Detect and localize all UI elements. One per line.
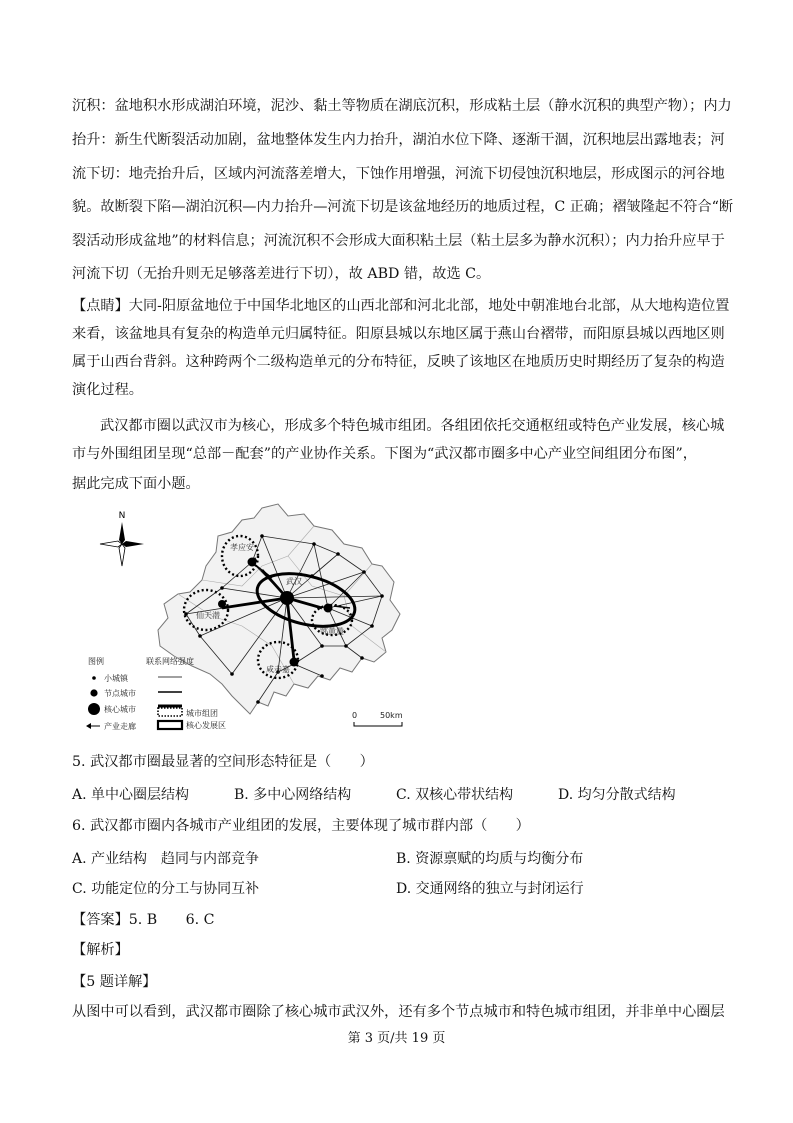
analysis-line: 沉积：盆地积水形成湖泊环境，泥沙、黏土等物质在湖底沉积，形成粘土层（静水沉积的典型产物）；内力 bbox=[72, 98, 732, 114]
q5-detail-text: 从图中可以看到，武汉都市圈除了核心城市武汉外，还有多个节点城市和特色城市组团，并非单中心圈层 bbox=[72, 1004, 725, 1020]
svg-text:50km: 50km bbox=[380, 711, 403, 720]
intro-line: 据此完成下面小题。 bbox=[72, 476, 200, 492]
analysis-line: 貌。故断裂下陷—湖泊沉积—内力抬升—河流下切是该盆地经历的地质过程，C 正确；褶皱隆起不符合“断 bbox=[72, 199, 734, 215]
answer-line bbox=[72, 910, 722, 930]
q6-option-b[interactable]: B. 资源禀赋的均质与均衡分布 bbox=[396, 851, 584, 867]
city-label: 孝应安 bbox=[230, 543, 254, 552]
analysis-line: 河流下切（无抬升则无足够落差进行下切），故 ABD 错，故选 C。 bbox=[72, 266, 491, 282]
page-footer: 第 3 页/共 19 页 bbox=[347, 1031, 446, 1046]
q5-option-c[interactable]: C. 双核心带状结构 bbox=[396, 787, 514, 803]
q5-option-d[interactable]: D. 均匀分散式结构 bbox=[558, 787, 676, 803]
svg-text:联系网络强度: 联系网络强度 bbox=[146, 657, 194, 666]
dianjing-line: 演化过程。 bbox=[72, 382, 143, 398]
north-arrow-icon bbox=[100, 511, 144, 566]
svg-text:核心发展区: 核心发展区 bbox=[186, 721, 226, 730]
jiexi-label: 【解析】 bbox=[72, 942, 129, 958]
analysis-line: 流下切：地壳抬升后，区域内河流落差增大，下蚀作用增强，河流下切侵蚀沉积地层，形成图示的河谷地 bbox=[72, 166, 725, 182]
q6-option-c[interactable]: C. 功能定位的分工与协同互补 bbox=[72, 881, 260, 897]
scale-bar bbox=[352, 711, 403, 726]
svg-text:节点城市: 节点城市 bbox=[104, 689, 136, 698]
svg-text:核心城市: 核心城市 bbox=[104, 705, 136, 714]
q5-stem: 5. 武汉都市圈最显著的空间形态特征是（ ） bbox=[72, 754, 374, 770]
analysis-line: 抬升：新生代断裂活动加剧，盆地整体发生内力抬升，湖泊水位下降、逐渐干涸，沉积地层出露地表；河 bbox=[72, 132, 725, 148]
svg-text:城市组团: 城市组团 bbox=[186, 709, 218, 718]
city-label: 武汉 bbox=[286, 577, 302, 586]
city-label: 鄂黄黄 bbox=[320, 627, 344, 636]
answer-text: 5. B 6. C bbox=[128, 912, 215, 928]
dianjing-line: 大同-阳原盆地位于中国华北地区的山西北部和河北北部，地处中朝准地台北部，从大地构造位置 bbox=[128, 298, 730, 314]
svg-text:产业走廊: 产业走廊 bbox=[104, 722, 136, 731]
city-label: 咸赤嘉 bbox=[266, 665, 290, 674]
svg-text:图例: 图例 bbox=[88, 657, 104, 666]
q5-option-b[interactable]: B. 多中心网络结构 bbox=[234, 787, 352, 803]
q6-stem: 6. 武汉都市圈内各城市产业组团的发展，主要体现了城市群内部（ ） bbox=[72, 818, 530, 834]
analysis-line: 裂活动形成盆地”的材料信息；河流沉积不会形成大面积粘土层（粘土层多为静水沉积）；内力抬升应早于 bbox=[72, 233, 725, 249]
q5-detail-label: 【5 题详解】 bbox=[72, 974, 157, 990]
q5-option-a[interactable]: A. 单中心圈层结构 bbox=[72, 787, 190, 803]
svg-text:N: N bbox=[118, 511, 126, 521]
svg-text:0: 0 bbox=[352, 711, 358, 720]
q6-option-a[interactable]: A. 产业结构 趋同与内部竞争 bbox=[72, 851, 260, 867]
answer-label: 【答案】 bbox=[72, 912, 129, 928]
svg-text:小城镇: 小城镇 bbox=[104, 674, 128, 683]
city-label: 仙天潜 bbox=[196, 611, 220, 620]
intro-line: 市与外围组团呈现“总部－配套”的产业协作关系。下图为“武汉都市圈多中心产业空间组团分布图”， bbox=[72, 446, 697, 462]
q6-option-d[interactable]: D. 交通网络的独立与封闭运行 bbox=[396, 881, 584, 897]
dianjing-line: 属于山西台背斜。这种跨两个二级构造单元的分布特征，反映了该地区在地质历史时期经历了复杂的构造 bbox=[72, 354, 725, 370]
dianjing-label: 【点睛】 bbox=[72, 298, 129, 314]
intro-line: 武汉都市圈以武汉市为核心，形成多个特色城市组团。各组团依托交通枢纽或特色产业发展，核心城 bbox=[100, 418, 725, 434]
dianjing-line: 来看，该盆地具有复杂的构造单元归属特征。阳原县城以东地区属于燕山台褶带，而阳原县城以西地区则 bbox=[72, 326, 725, 342]
wuhan-metro-map bbox=[82, 496, 422, 736]
